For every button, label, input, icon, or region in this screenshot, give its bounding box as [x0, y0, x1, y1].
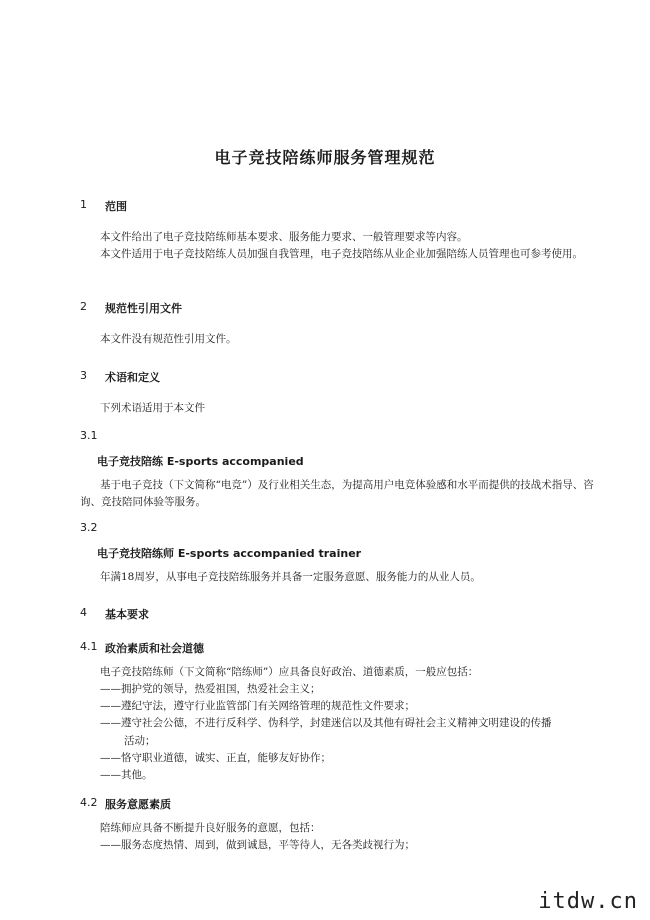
- term-3-2: 电子竞技陪练师 E-sports accompanied trainer: [97, 547, 362, 560]
- section-title: 基本要求: [105, 608, 149, 621]
- term-number: 3.1: [80, 429, 98, 442]
- section-title: 规范性引用文件: [105, 302, 182, 315]
- document-title: 电子竞技陪练师服务管理规范: [214, 148, 436, 167]
- section-title: 范围: [105, 200, 127, 213]
- list-item: ——拥护党的领导，热爱祖国，热爱社会主义；: [100, 683, 321, 695]
- section-title: 术语和定义: [105, 371, 160, 384]
- term-definition: 基于电子竞技（下文简称“电竞”）及行业相关生态，为提高用户电竞体验感和水平而提供的技战术指导、咨询、竞技陪同体验等服务。: [80, 479, 594, 508]
- section-number: 4: [80, 606, 87, 619]
- paragraph: 电子竞技陪练师（下文简称“陪练师”）应具备良好政治、道德素质，一般应包括：: [100, 666, 479, 678]
- list-item: ——服务态度热情、周到，做到诚恳，平等待人，无各类歧视行为；: [100, 839, 415, 851]
- subsection-number: 4.2: [80, 796, 98, 809]
- section-number: 2: [80, 300, 87, 313]
- list-item: ——其他。: [100, 769, 153, 781]
- list-item: ——恪守职业道德，诚实、正直，能够友好协作；: [100, 752, 331, 764]
- paragraph: 本文件没有规范性引用文件。: [100, 333, 237, 345]
- paragraph: 本文件适用于电子竞技陪练人员加强自我管理，电子竞技陪练从业企业加强陪练人员管理也可参考使用。: [100, 248, 583, 260]
- paragraph: 陪练师应具备不断提升良好服务的意愿，包括：: [100, 822, 321, 834]
- paragraph: 本文件给出了电子竞技陪练师基本要求、服务能力要求、一般管理要求等内容。: [100, 231, 468, 243]
- section-number: 1: [80, 198, 87, 211]
- list-item: ——遵守社会公德，不进行反科学、伪科学，封建迷信以及其他有碍社会主义精神文明建设的传播: [100, 717, 552, 729]
- subsection-title: 政治素质和社会道德: [105, 642, 204, 655]
- subsection-number: 4.1: [80, 640, 98, 653]
- subsection-title: 服务意愿素质: [105, 798, 171, 811]
- term-3-1: 电子竞技陪练 E-sports accompanied: [97, 455, 304, 468]
- section-number: 3: [80, 369, 87, 382]
- term-definition: 年满18周岁，从事电子竞技陪练服务并具备一定服务意愿、服务能力的从业人员。: [100, 571, 481, 583]
- term-number: 3.2: [80, 521, 98, 534]
- list-item-continuation: 活动；: [124, 735, 156, 747]
- paragraph: 下列术语适用于本文件: [100, 402, 205, 414]
- watermark-text: itdw.cn: [538, 889, 638, 914]
- list-item: ——遵纪守法，遵守行业监管部门有关网络管理的规范性文件要求；: [100, 700, 415, 712]
